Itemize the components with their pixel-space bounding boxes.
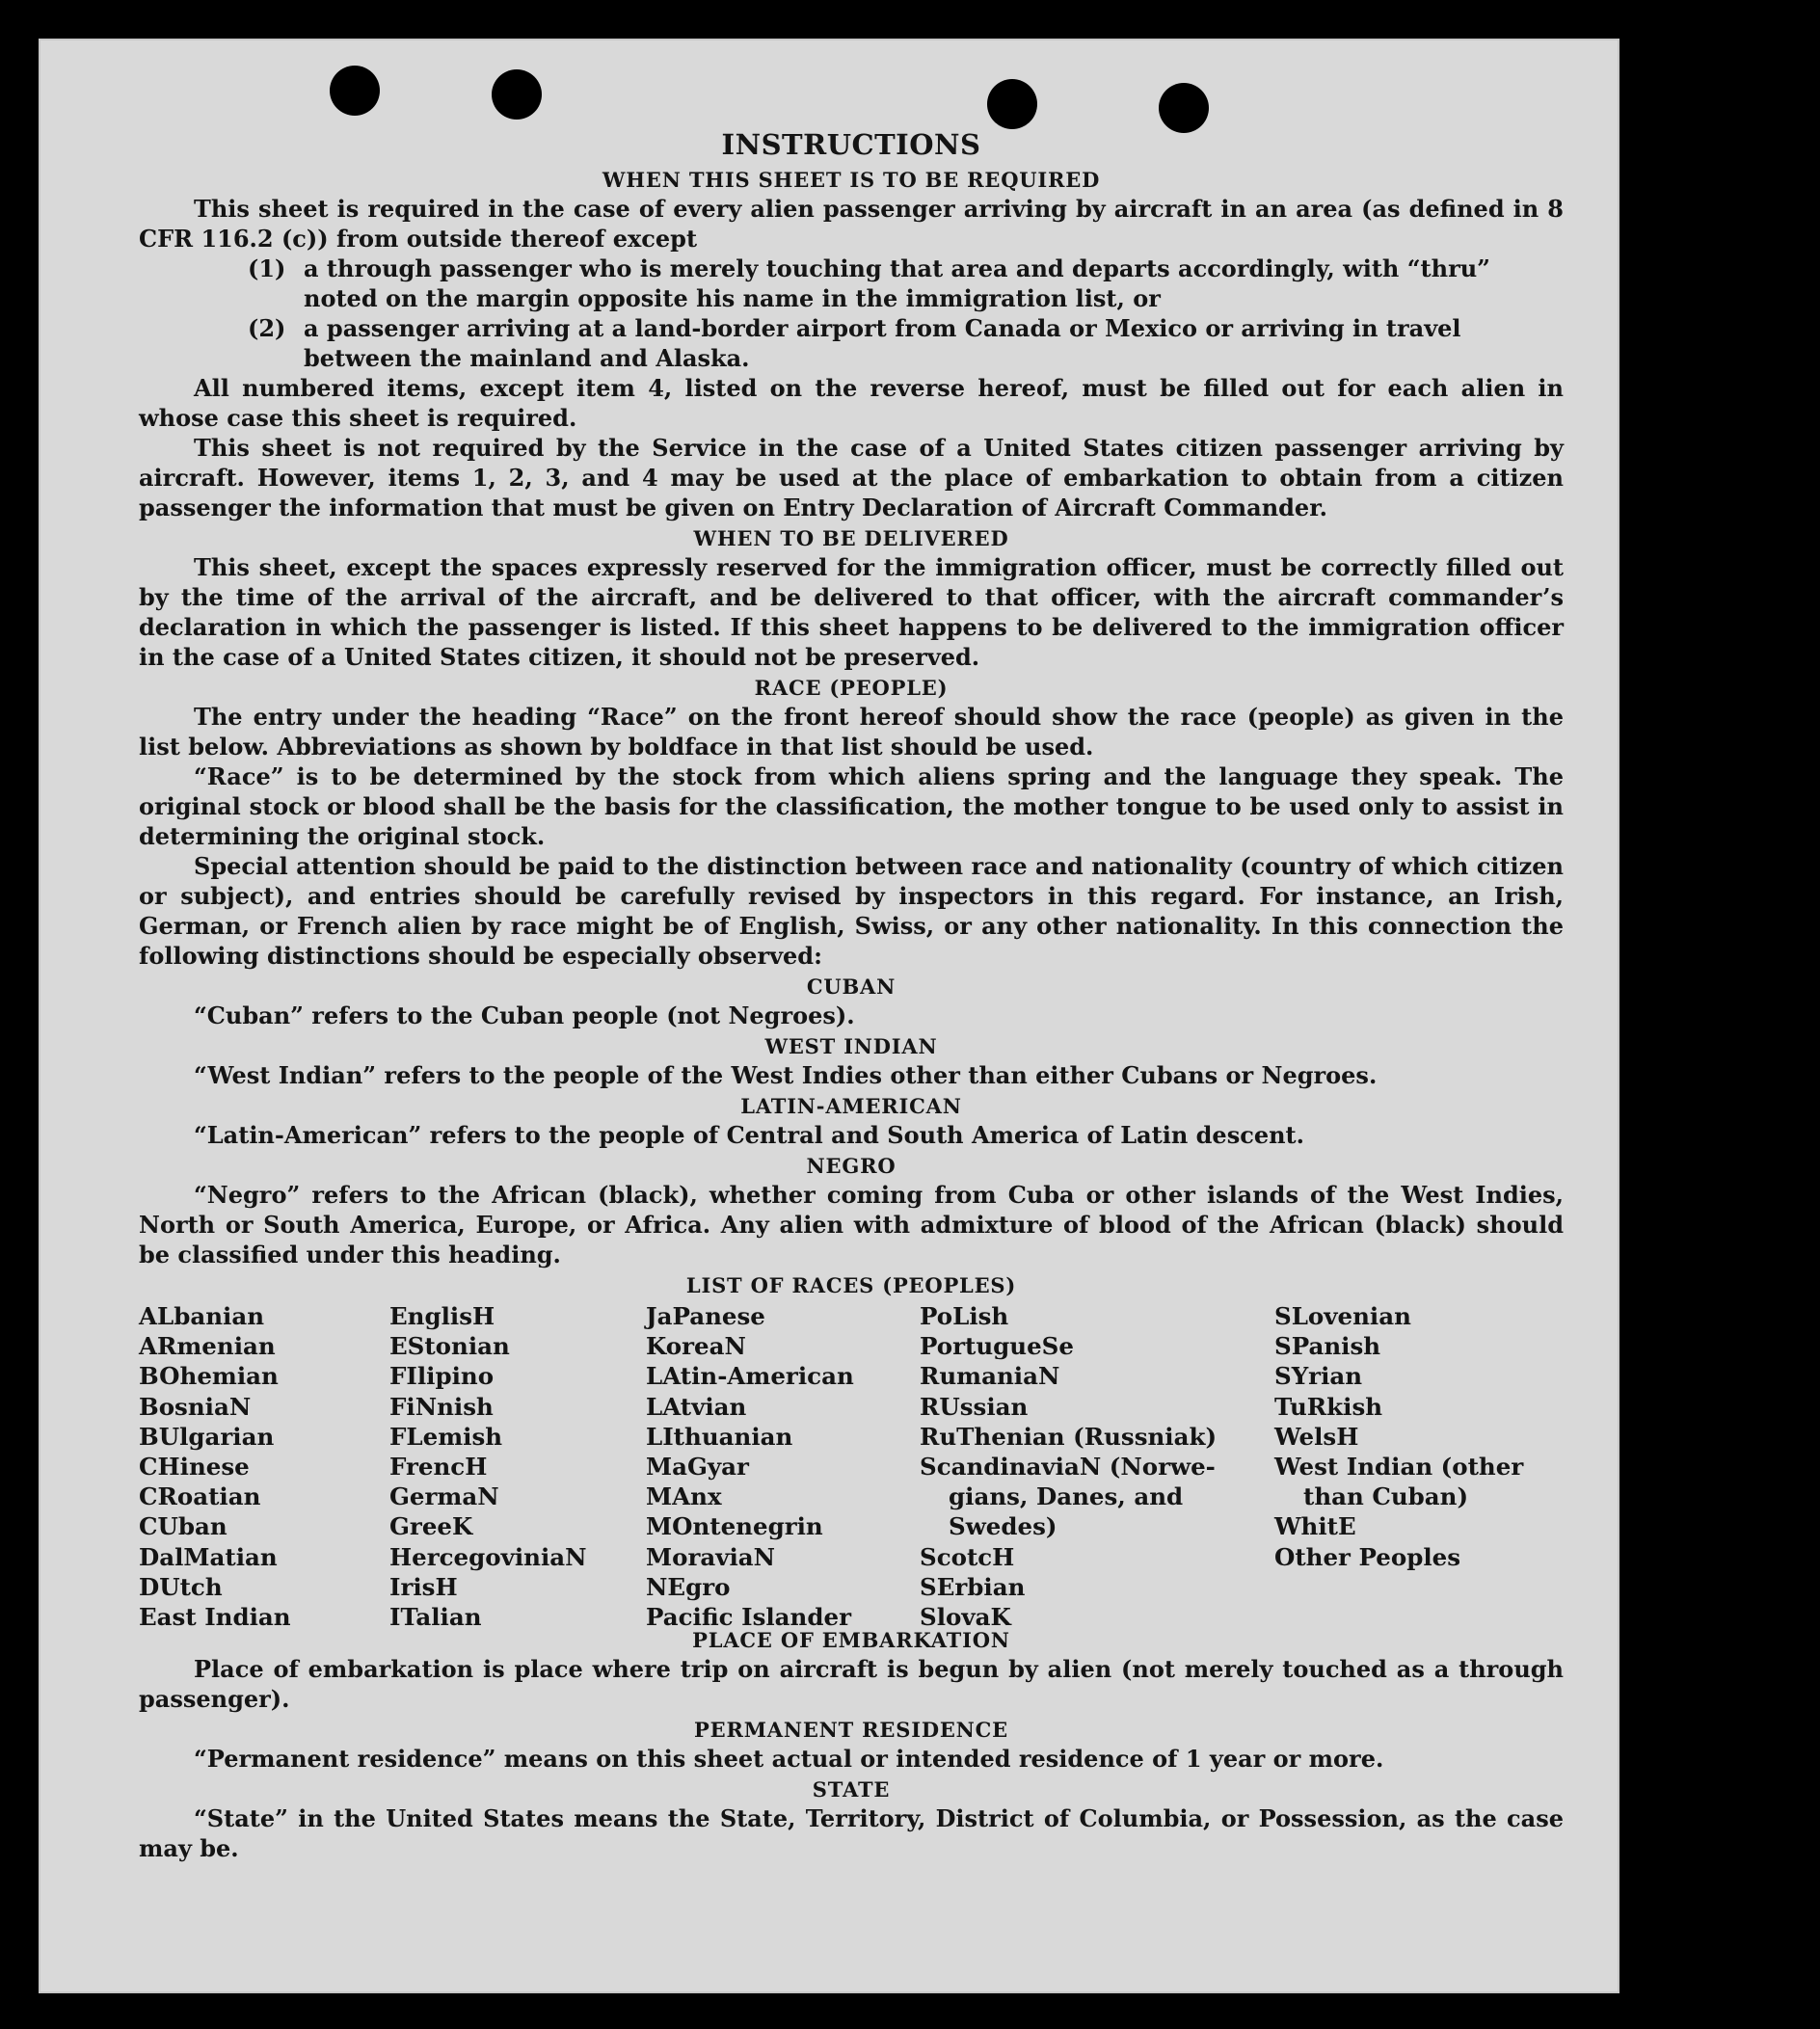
instructions-content	[139, 121, 1564, 1863]
item-number: (2)	[248, 314, 286, 342]
list-item	[248, 254, 1564, 313]
section-heading: NEGRO	[806, 1154, 897, 1178]
paragraph: All numbered items, except item 4, listed on the reverse hereof, must be filled out for each alien in whose case this sheet is required.	[139, 374, 1564, 432]
race-entry: SLovenian	[1274, 1302, 1411, 1330]
section-heading: STATE	[812, 1777, 891, 1802]
race-entry: ScotcH	[920, 1542, 1015, 1571]
section-heading: PERMANENT RESIDENCE	[694, 1718, 1008, 1742]
race-entry: MAnx	[646, 1482, 722, 1511]
race-entry: RumaniaN	[920, 1362, 1060, 1391]
punch-hole	[492, 69, 542, 120]
paragraph: “Cuban” refers to the Cuban people (not Negroes).	[194, 1001, 855, 1029]
paragraph: “Negro” refers to the African (black), whether coming from Cuba or other islands of the West Indies, North or South America, Europe, or Africa. Any alien with admixture of blood of the African (black) should be classified under this heading.	[139, 1181, 1564, 1268]
race-entry: IrisH	[389, 1572, 458, 1601]
race-entry: RUssian	[920, 1392, 1029, 1421]
race-entry: MOntenegrin	[646, 1512, 823, 1541]
race-list	[139, 1301, 1564, 1632]
paragraph: This sheet is not required by the Service in the case of a United States citizen passenger arriving by aircraft. However, items 1, 2, 3, and 4 may be used at the place of embarkation to obtain from a citizen passenger the information that must be given on Entry Declaration of Aircraft Commander.	[139, 434, 1564, 521]
race-entry: JaPanese	[646, 1302, 765, 1330]
paragraph: The entry under the heading “Race” on the front hereof should show the race (people) as given in the list below. Abbreviations as shown by boldface in that list should be used.	[139, 703, 1564, 761]
race-entry: PortugueSe	[920, 1332, 1074, 1361]
section-heading: WHEN TO BE DELIVERED	[693, 526, 1009, 550]
race-entry: gians, Danes, and	[949, 1482, 1184, 1511]
race-entry: than Cuban)	[1303, 1482, 1469, 1511]
race-entry: DalMatian	[139, 1542, 278, 1571]
item-number: (1)	[248, 254, 286, 282]
race-entry: ALbanian	[139, 1302, 265, 1330]
section-heading: RACE (PEOPLE)	[754, 676, 949, 700]
paragraph: Place of embarkation is place where trip on aircraft is begun by alien (not merely touched as a through passenger).	[139, 1655, 1564, 1713]
race-entry: PoLish	[920, 1302, 1009, 1330]
race-entry: DUtch	[139, 1572, 223, 1601]
race-entry: LAtin-American	[646, 1362, 854, 1391]
race-column-3	[646, 1301, 854, 1632]
race-entry: MaGyar	[646, 1453, 749, 1482]
race-column-4	[920, 1301, 1217, 1632]
race-entry: RuThenian (Russniak)	[920, 1422, 1218, 1451]
race-entry: WelsH	[1274, 1422, 1359, 1451]
section-heading: LIST OF RACES (PEOPLES)	[685, 1273, 1017, 1297]
race-entry: BOhemian	[139, 1362, 279, 1391]
race-entry: FrencH	[389, 1453, 488, 1482]
race-column-5	[1274, 1301, 1523, 1572]
paragraph: This sheet is required in the case of every alien passenger arriving by aircraft in an area (as defined in 8 CFR 116.2 (c)) from outside thereof except	[139, 195, 1564, 253]
section-heading: PLACE OF EMBARKATION	[692, 1628, 1010, 1652]
section-heading: LATIN-AMERICAN	[740, 1094, 962, 1118]
race-column-2	[389, 1301, 587, 1632]
section-heading: WHEN THIS SHEET IS TO BE REQUIRED	[602, 168, 1101, 192]
race-entry: FIlipino	[389, 1362, 495, 1391]
race-entry: GreeK	[389, 1512, 473, 1541]
paragraph: “Latin-American” refers to the people of Central and South America of Latin descent.	[194, 1121, 1304, 1149]
race-entry: CHinese	[139, 1453, 250, 1482]
race-entry: FiNnish	[389, 1392, 494, 1421]
race-entry: BosniaN	[139, 1392, 252, 1421]
race-entry: SErbian	[920, 1572, 1026, 1601]
race-entry: HercegoviniaN	[389, 1542, 587, 1571]
list-item	[248, 313, 1564, 373]
race-entry: East Indian	[139, 1603, 291, 1632]
section-heading: CUBAN	[806, 974, 897, 999]
race-entry: WhitE	[1274, 1512, 1356, 1541]
race-entry: Pacific Islander	[646, 1603, 851, 1632]
document-sheet	[39, 39, 1619, 1993]
paragraph: “Race” is to be determined by the stock from which aliens spring and the language they speak. The original stock or blood shall be the basis for the classification, the mother tongue to be used only to assist in determining the original stock.	[139, 762, 1564, 850]
race-entry: EStonian	[389, 1332, 510, 1361]
race-entry: LIthuanian	[646, 1422, 793, 1451]
race-entry: SYrian	[1274, 1362, 1363, 1391]
race-entry: KoreaN	[646, 1332, 746, 1361]
race-entry: ScandinaviaN (Norwe-	[920, 1453, 1216, 1482]
race-entry: LAtvian	[646, 1392, 747, 1421]
race-entry: ITalian	[389, 1603, 482, 1632]
race-entry: MoraviaN	[646, 1542, 776, 1571]
race-entry: ARmenian	[139, 1332, 276, 1361]
race-entry: Swedes)	[949, 1512, 1057, 1541]
race-entry: Other Peoples	[1274, 1542, 1461, 1571]
race-entry: EnglisH	[389, 1302, 495, 1330]
race-entry: NEgro	[646, 1572, 731, 1601]
paragraph: “Permanent residence” means on this sheet actual or intended residence of 1 year or more.	[194, 1745, 1384, 1773]
race-entry: CUban	[139, 1512, 228, 1541]
race-entry: GermaN	[389, 1482, 499, 1511]
race-entry: TuRkish	[1274, 1392, 1383, 1421]
race-entry: SlovaK	[920, 1603, 1011, 1632]
paragraph: This sheet, except the spaces expressly reserved for the immigration officer, must be correctly filled out by the time of the arrival of the aircraft, and be delivered to that officer, with the aircraft commander’s declaration in which the passenger is listed. If this sheet happens to be delivered to the immigration officer in the case of a United States citizen, it should not be preserved.	[139, 553, 1564, 671]
punch-hole	[330, 66, 380, 116]
race-entry: CRoatian	[139, 1482, 261, 1511]
paragraph: Special attention should be paid to the distinction between race and nationality (country of which citizen or subject), and entries should be carefully revised by inspectors in this regard. For instance, an Irish, German, or French alien by race might be of English, Swiss, or any other nationality. In this connection the following distinctions should be especially observed:	[139, 852, 1564, 970]
paragraph: “West Indian” refers to the people of the West Indies other than either Cubans or Negroes.	[194, 1061, 1378, 1089]
race-entry: SPanish	[1274, 1332, 1381, 1361]
race-entry: West Indian (other	[1274, 1453, 1524, 1482]
race-column-1	[139, 1301, 291, 1632]
race-entry: BUlgarian	[139, 1422, 275, 1451]
paragraph: “State” in the United States means the State, Territory, District of Columbia, or Possession, as the case may be.	[139, 1804, 1564, 1862]
race-entry: FLemish	[389, 1422, 503, 1451]
item-text: a passenger arriving at a land-border airport from Canada or Mexico or arriving in travel between the mainland and Alaska.	[304, 314, 1461, 372]
page-title: INSTRUCTIONS	[721, 128, 981, 161]
section-heading: WEST INDIAN	[764, 1034, 938, 1058]
item-text: a through passenger who is merely touching that area and departs accordingly, with “thru” noted on the margin opposite his name in the immigration list, or	[304, 254, 1490, 312]
